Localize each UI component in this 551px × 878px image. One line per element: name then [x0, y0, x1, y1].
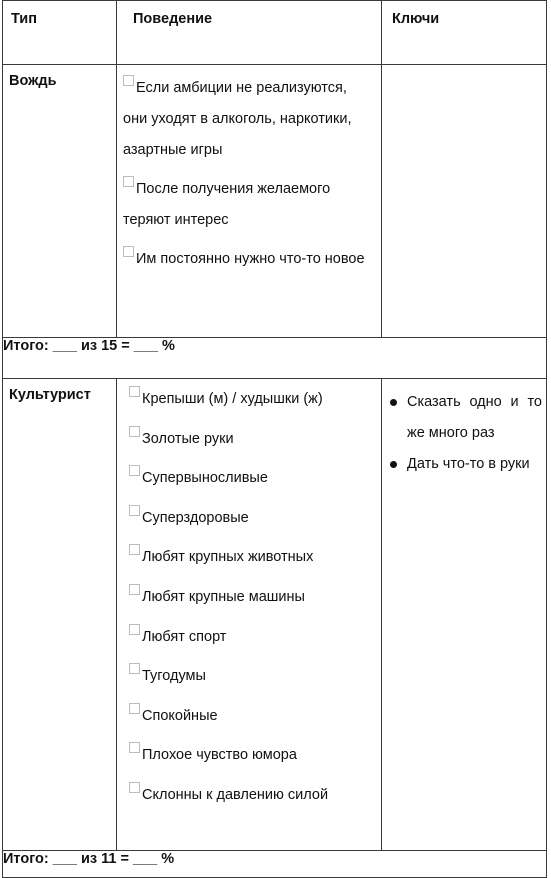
behavior-item — [123, 174, 373, 236]
behavior-text: Любят спорт — [142, 628, 227, 645]
checkbox-icon[interactable] — [129, 544, 140, 555]
kulturist-total: Итого: ___ из 11 = ___ % — [3, 851, 547, 878]
behavior-item — [123, 466, 373, 490]
behavior-item — [123, 664, 373, 688]
behavior-item — [123, 545, 373, 569]
header-behavior: Поведение — [117, 1, 382, 65]
kulturist-total-row — [3, 851, 547, 878]
behavior-text: Тугодумы — [142, 668, 206, 685]
key-text: Сказать одно и то же много раз — [407, 394, 542, 441]
checkbox-icon[interactable] — [129, 782, 140, 793]
bullet-icon — [390, 399, 397, 406]
checkbox-icon[interactable] — [129, 386, 140, 397]
bullet-icon — [390, 461, 397, 468]
behavior-item — [123, 506, 373, 530]
type-vozhd: Вождь — [3, 65, 117, 338]
key-item — [390, 387, 542, 449]
behavior-text: Золотые руки — [142, 430, 234, 447]
checkbox-icon[interactable] — [123, 246, 134, 257]
kulturist-behaviors — [117, 379, 382, 851]
behavior-item — [123, 73, 373, 166]
behavior-item — [123, 244, 373, 275]
key-item — [390, 449, 542, 480]
kulturist-row — [3, 379, 547, 851]
vozhd-row — [3, 65, 547, 338]
behavior-text: После получения желаемого теряют интерес — [123, 181, 331, 228]
behavior-text: Супервыносливые — [142, 470, 268, 487]
checkbox-icon[interactable] — [129, 624, 140, 635]
behavior-item — [123, 783, 373, 807]
behavior-text: Любят крупные машины — [142, 588, 305, 605]
behavior-item — [123, 625, 373, 649]
personality-type-table — [2, 0, 547, 878]
checkbox-icon[interactable] — [123, 176, 134, 187]
behavior-text: Суперздоровые — [142, 509, 249, 526]
type-kulturist: Культурист — [3, 379, 117, 851]
checkbox-icon[interactable] — [129, 703, 140, 714]
checkbox-icon[interactable] — [129, 505, 140, 516]
checkbox-icon[interactable] — [129, 663, 140, 674]
header-keys: Ключи — [382, 1, 547, 65]
kulturist-keys — [382, 379, 547, 851]
behavior-text: Спокойные — [142, 707, 218, 724]
vozhd-keys — [382, 65, 547, 338]
behavior-item — [123, 387, 373, 411]
header-type: Тип — [3, 1, 117, 65]
checkbox-icon[interactable] — [129, 465, 140, 476]
checkbox-icon[interactable] — [129, 742, 140, 753]
vozhd-total: Итого: ___ из 15 = ___ % — [3, 338, 547, 379]
vozhd-total-row — [3, 338, 547, 379]
header-row — [3, 1, 547, 65]
behavior-item — [123, 427, 373, 451]
checkbox-icon[interactable] — [123, 75, 134, 86]
behavior-text: Любят крупных животных — [142, 549, 314, 566]
checkbox-icon[interactable] — [129, 426, 140, 437]
behavior-text: Склонны к давлению силой — [142, 786, 329, 803]
behavior-text: Если амбиции не реализуются, они уходят в алкоголь, наркотики, азартные игры — [123, 80, 352, 158]
behavior-item — [123, 585, 373, 609]
vozhd-behaviors — [117, 65, 382, 338]
behavior-text: Крепыши (м) / худышки (ж) — [142, 391, 323, 407]
behavior-item — [123, 743, 373, 767]
checkbox-icon[interactable] — [129, 584, 140, 595]
behavior-text: Им постоянно нужно что-то новое — [136, 251, 365, 267]
key-text: Дать что-то в руки — [407, 456, 530, 472]
behavior-item — [123, 704, 373, 728]
behavior-text: Плохое чувство юмора — [142, 747, 297, 764]
